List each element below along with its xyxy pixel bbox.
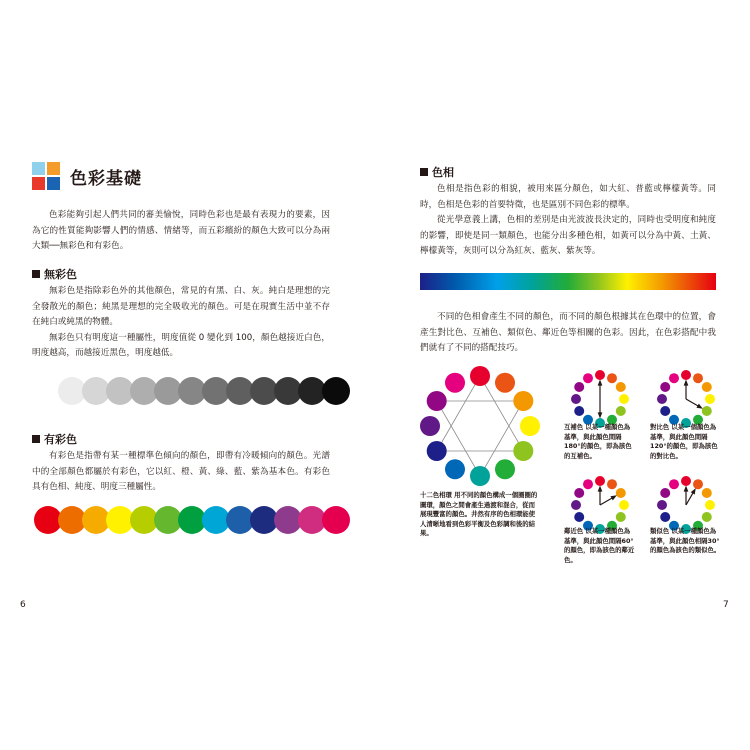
arrow-head-icon [598,486,603,492]
square-bullet-icon [32,270,40,278]
arrow-head-icon [691,488,696,494]
wheel-color-dot [495,459,515,479]
wheel-color-dot [513,441,533,461]
arrow-head-icon [696,404,702,409]
small-wheel-dot [669,479,679,489]
hue-relations-text: 不同的色相會產生不同的顏色，而不同的顏色根據其在色環中的位置，會產生對比色、互補色、類似色、鄰近色等相關的色彩。因此，在色彩搭配中我們就有了不同的搭配技巧。 [420,312,716,353]
small-wheel-dot [660,512,670,522]
small-wheel-dot [583,479,593,489]
chromatic-heading: 有彩色 [32,431,77,447]
color-swatch [322,506,350,534]
small-wheel-dot [571,394,581,404]
hue-text: 色相是指色彩的相貌，被用來區分顏色，如大紅、普藍或檸檬黃等。同時，色相是色彩的首要特徵，也是區別不同色彩的標準。 從光學意義上講，色相的差別是由光波波長決定的，同時也受明度和純度的影響，即使是同一類顏色，也能分出多種色相，如黃可以分為中黃、土黃、檸檬黃等，灰則可以分為紅灰、藍灰、紫灰等。 [420,184,716,256]
small-wheel-dot [657,500,667,510]
small-wheel-dot [619,394,629,404]
small-wheel-dot [702,406,712,416]
arrow-head-icon [684,486,689,492]
hue-spectrum-bar [420,273,716,290]
square-bullet-icon [420,168,428,176]
small-wheel-dot [681,476,691,486]
small-wheel-dot [607,479,617,489]
small-wheel-dot [669,373,679,383]
small-wheel-dot [607,373,617,383]
small-wheel-dot [681,370,691,380]
wheel-color-dot [427,391,447,411]
twelve-hue-color-wheel [418,364,542,488]
small-wheel-dot [616,488,626,498]
small-wheel-dot [616,406,626,416]
wheel-color-dot [520,416,540,436]
hue-heading: 色相 [420,164,454,180]
small-wheel-dot [619,500,629,510]
small-wheel-dot [660,382,670,392]
wheel-color-dot [427,441,447,461]
arrow-head-icon [610,495,616,500]
color-logo-icon [32,162,60,190]
arrow-head-icon [684,380,689,386]
chromatic-text: 有彩色是指帶有某一種標準色傾向的顏色，即帶有冷暖傾向的顏色。光譜中的全部顏色都屬於有彩色，它以紅、橙、黃、綠、藍、紫為基本色。有彩色具有色相、純度、明度三種屬性。 [32,451,330,492]
analogous-caption: 類似色 以某一種顏色為基準，與此顏色相隔30°的顏色為該色的類似色。 [650,527,721,555]
intro-paragraph: 色彩能夠引起人們共同的審美愉悅，同時色彩也是最有表現力的要素，因為它的性質能夠影響人們的情感、情緒等，而五彩繽紛的顏色大致可以分為兩大類──無彩色和有彩色。 [32,210,330,251]
small-wheel-dot [693,373,703,383]
arrow-head-icon [598,412,603,418]
adjacent-caption: 鄰近色 以某一種顏色為基準，與此顏色間隔60°的顏色，即為該色的鄰近色。 [564,527,635,564]
small-wheel-dot [574,382,584,392]
contrast-caption: 對比色 以某一個顏色為基準，與此顏色間隔120°的顏色，即為該色的對比色。 [650,423,718,460]
color-wheel-caption: 十二色相環 用不同的顏色構成一個圈圈的圖環，顏色之間會產生過渡和混合，從而展現豐富的顏色。井然有序的色相環能使人清晰地看到色彩平衡及色彩調和後的結果。 [420,491,538,538]
small-wheel-dot [583,373,593,383]
wheel-color-dot [445,459,465,479]
small-wheel-dot [595,476,605,486]
small-wheel-dot [595,370,605,380]
contrast-color-wheel [654,367,718,431]
complementary-color-wheel [568,367,632,431]
small-wheel-dot [702,488,712,498]
small-wheel-dot [705,394,715,404]
small-wheel-dot [574,512,584,522]
small-wheel-dot [660,406,670,416]
page-title: 色彩基礎 [70,169,142,189]
small-wheel-dot [574,406,584,416]
small-wheel-dot [657,394,667,404]
wheel-color-dot [470,366,490,386]
small-wheel-dot [702,382,712,392]
wheel-color-dot [420,416,440,436]
square-bullet-icon [32,435,40,443]
achromatic-swatches [58,377,350,405]
small-wheel-dot [616,512,626,522]
small-wheel-dot [693,479,703,489]
wheel-color-dot [445,373,465,393]
achromatic-heading: 無彩色 [32,266,77,282]
gray-swatch [322,377,350,405]
small-wheel-dot [660,488,670,498]
chromatic-swatches [34,506,350,534]
wheel-color-dot [470,466,490,486]
small-wheel-dot [705,500,715,510]
page-number-right: 7 [723,600,729,610]
wheel-color-dot [495,373,515,393]
small-wheel-dot [702,512,712,522]
small-wheel-dot [571,500,581,510]
wheel-color-dot [513,391,533,411]
achromatic-text: 無彩色是指除彩色外的其他顏色，常見的有黑、白、灰。純白是理想的完全發散光的顏色；純黑是理想的完全吸收光的顏色。可是在現實生活中並不存在純白或純黑的物體。 無彩色只有明度這一種屬性，明度值從 0 變化到 100，顏色越接近白色，明度越高，而越接近黑色，明度越低。 [32,286,330,358]
complementary-caption: 互補色 以某一種顏色為基準，與此顏色間隔180°的顏色，即為該色的互補色。 [564,423,632,460]
arrow-head-icon [598,380,603,386]
small-wheel-dot [574,488,584,498]
small-wheel-dot [616,382,626,392]
page-number-left: 6 [20,600,26,610]
